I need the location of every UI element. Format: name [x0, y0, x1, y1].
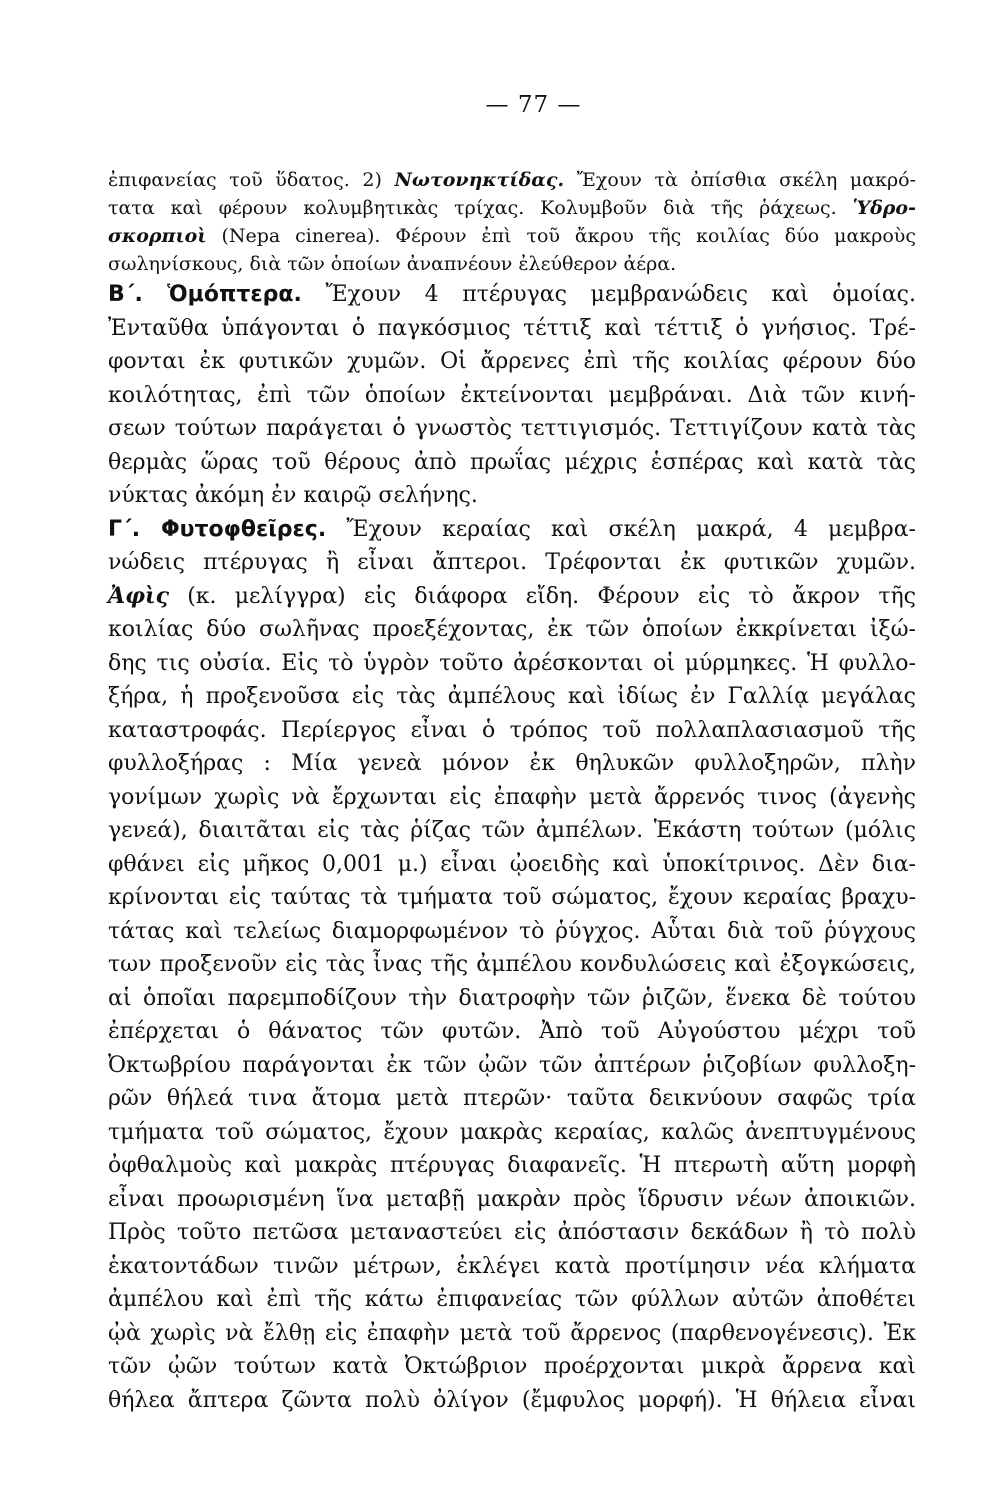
text-run: κοιλίας δύο σωλῆνας προεξέχοντας, ἐκ τῶν ὁποίων ἐκκρίνεται ἰξώ-: [108, 617, 916, 642]
body-text: [108, 166, 916, 1417]
text-run: τῶν ᾠῶν τούτων κατὰ Ὀκτώβριον προέρχονται μικρὰ ἄρρενα καὶ: [108, 1354, 916, 1379]
text-run: των προξενοῦν εἰς τὰς ἶνας τῆς ἀμπέλου κονδυλώσεις καὶ ἐξογκώσεις,: [108, 952, 916, 977]
text-run: δης τις οὐσία. Εἰς τὸ ὑγρὸν τοῦτο ἀρέσκονται οἱ μύρμηκες. Ἡ φυλλο-: [108, 650, 916, 676]
page-number: — 77 —: [485, 92, 582, 118]
text-run: νώδεις πτέρυγας ἢ εἶναι ἄπτεροι. Τρέφονται ἐκ φυτικῶν χυμῶν.: [108, 550, 916, 575]
text-line: [108, 1015, 916, 1049]
text-run: ᾠὰ χωρὶς νὰ ἔλθῃ εἰς ἐπαφὴν μετὰ τοῦ ἄρρενος (παρθενογένεσις). Ἐκ: [108, 1320, 916, 1346]
text-run: ρῶν θήλεά τινα ἄτομα μετὰ πτερῶν· ταῦτα δεικνύουν σαφῶς τρία: [108, 1086, 916, 1111]
text-line: [108, 345, 916, 379]
text-line: [108, 814, 916, 848]
text-run: Ἔχουν κεραίας καὶ σκέλη μακρά, 4 μεμβρα-: [326, 516, 916, 542]
text-line: [108, 1183, 916, 1217]
text-line: [108, 513, 916, 547]
text-run: κρίνονται εἰς ταύτας τὰ τμήματα τοῦ σώματος, ἔχουν κεραίας βραχυ-: [108, 885, 916, 910]
text-line: [108, 479, 916, 513]
text-run: γενεά), διαιτᾶται εἰς τὰς ῥίζας τῶν ἀμπέλων. Ἑκάστη τούτων (μόλις: [108, 818, 916, 843]
text-line: [108, 747, 916, 781]
text-line: [108, 546, 916, 580]
text-line: [108, 1149, 916, 1183]
text-line: [108, 1116, 916, 1150]
text-run: αἱ ὁποῖαι παρεμποδίζουν τὴν διατροφὴν τῶν ῥιζῶν, ἕνεκα δὲ τούτου: [108, 985, 916, 1011]
text-line: [108, 647, 916, 681]
text-run: νύκτας ἀκόμη ἐν καιρῷ σελήνης.: [108, 483, 478, 508]
text-run: Ὀκτωβρίου παράγονται ἐκ τῶν ᾠῶν τῶν ἀπτέρων ῥιζοβίων φυλλοξη-: [108, 1052, 916, 1078]
text-line: [108, 1250, 916, 1284]
text-line: [108, 446, 916, 480]
text-line: [108, 580, 916, 614]
italic-term: Ὑδρο-: [852, 197, 916, 219]
text-run: Ἐνταῦθα ὑπάγονται ὁ παγκόσμιος τέττιξ καὶ τέττιξ ὁ γνήσιος. Τρέ-: [108, 315, 916, 341]
text-line: [108, 222, 916, 250]
italic-term: Ἀφὶς: [108, 582, 170, 609]
text-line: [108, 379, 916, 413]
text-run: τμήματα τοῦ σώματος, ἔχουν μακρὰς κεραίας, καλῶς ἀνεπτυγμένους: [108, 1119, 916, 1145]
text-run: Πρὸς τοῦτο πετῶσα μεταναστεύει εἰς ἀπόστασιν δεκάδων ἢ τὸ πολὺ: [108, 1220, 916, 1245]
text-line: [108, 680, 916, 714]
text-run: ἑκατοντάδων τινῶν μέτρων, ἐκλέγει κατὰ προτίμησιν νέα κλήματα: [108, 1253, 916, 1279]
italic-term: σκορπιοὶ: [108, 225, 207, 247]
intro-paragraph: [108, 166, 916, 278]
text-line: [108, 1317, 916, 1351]
section-heading: Β΄. Ὁμόπτερα.: [108, 282, 302, 307]
text-run: ἐπιφανείας τοῦ ὕδατος. 2): [108, 169, 395, 191]
text-run: τατα καὶ φέρουν κολυμβητικὰς τρίχας. Κολυμβοῦν διὰ τῆς ῥάχεως.: [108, 197, 853, 219]
text-run: καταστροφάς. Περίεργος εἶναι ὁ τρόπος τοῦ πολλαπλασιασμοῦ τῆς: [108, 717, 916, 743]
text-run: σεων τούτων παράγεται ὁ γνωστὸς τεττιγισμός. Τεττιγίζουν κατὰ τὰς: [108, 416, 916, 441]
text-run: φονται ἐκ φυτικῶν χυμῶν. Οἱ ἄρρενες ἐπὶ τῆς κοιλίας φέρουν δύο: [108, 349, 916, 374]
text-line: [108, 312, 916, 346]
text-line: [108, 881, 916, 915]
text-run: (κ. μελίγγρα) εἰς διάφορα εἴδη. Φέρουν εἰς τὸ ἄκρον τῆς: [169, 583, 916, 609]
text-run: Ἔχουν τὰ ὀπίσθια σκέλη μακρό-: [564, 169, 916, 191]
text-line: [108, 412, 916, 446]
text-line: [108, 982, 916, 1016]
text-line: [108, 915, 916, 949]
text-line: [108, 1350, 916, 1384]
text-line: [108, 848, 916, 882]
text-run: (Nepa cinerea). Φέρουν ἐπὶ τοῦ ἄκρου τῆς κοιλίας δύο μακροὺς: [206, 225, 916, 247]
text-run: τάτας καὶ τελείως διαμορφωμένον τὸ ῥύγχος. Αὗται διὰ τοῦ ῥύγχους: [108, 918, 916, 944]
text-line: [108, 166, 916, 194]
text-run: κοιλότητας, ἐπὶ τῶν ὁποίων ἐκτείνονται μεμβράναι. Διὰ τῶν κινή-: [108, 382, 916, 408]
text-run: φυλλοξήρας : Μία γενεὰ μόνον ἐκ θηλυκῶν φυλλοξηρῶν, πλὴν: [108, 751, 916, 776]
text-line: [108, 714, 916, 748]
italic-term: Νωτονηκτίδας.: [394, 169, 565, 191]
text-line: [108, 948, 916, 982]
section-phytophthires: [108, 513, 916, 1418]
text-line: [108, 1384, 916, 1418]
text-run: ξήρα, ἡ προξενοῦσα εἰς τὰς ἀμπέλους καὶ ἰδίως ἐν Γαλλίᾳ μεγάλας: [108, 684, 916, 709]
text-run: Ἔχουν 4 πτέρυγας μεμβρανώδεις καὶ ὁμοίας.: [301, 282, 916, 307]
text-line: [108, 278, 916, 312]
text-run: ἀμπέλου καὶ ἐπὶ τῆς κάτω ἐπιφανείας τῶν φύλλων αὐτῶν ἀποθέτει: [108, 1287, 916, 1312]
text-line: [108, 1283, 916, 1317]
text-line: [108, 781, 916, 815]
section-homoptera: [108, 278, 916, 513]
text-line: [108, 250, 916, 278]
section-heading: Γ΄. Φυτοφθεῖρες.: [108, 516, 327, 542]
text-run: ὀφθαλμοὺς καὶ μακρὰς πτέρυγας διαφανεῖς. Ἡ πτερωτὴ αὕτη μορφὴ: [108, 1153, 916, 1178]
text-run: φθάνει εἰς μῆκος 0,001 μ.) εἶναι ᾠοειδὴς καὶ ὑποκίτρινος. Δὲν δια-: [108, 851, 916, 877]
text-line: [108, 613, 916, 647]
text-line: [108, 1049, 916, 1083]
text-run: σωληνίσκους, διὰ τῶν ὁποίων ἀναπνέουν ἐλεύθερον ἀέρα.: [108, 253, 677, 275]
text-run: εἶναι προωρισμένη ἵνα μεταβῇ μακρὰν πρὸς ἵδρυσιν νέων ἀποικιῶν.: [108, 1186, 916, 1212]
text-line: [108, 1082, 916, 1116]
text-run: θερμὰς ὥρας τοῦ θέρους ἀπὸ πρωΐας μέχρις ἑσπέρας καὶ κατὰ τὰς: [108, 449, 916, 475]
text-line: [108, 1216, 916, 1250]
text-line: [108, 194, 916, 222]
text-run: γονίμων χωρὶς νὰ ἔρχωνται εἰς ἐπαφὴν μετὰ ἄρρενός τινος (ἀγενὴς: [108, 784, 916, 810]
text-run: θήλεα ἄπτερα ζῶντα πολὺ ὀλίγον (ἔμφυλος μορφή). Ἡ θήλεια εἶναι: [108, 1387, 916, 1413]
text-run: ἐπέρχεται ὁ θάνατος τῶν φυτῶν. Ἀπὸ τοῦ Αὐγούστου μέχρι τοῦ: [108, 1019, 916, 1044]
